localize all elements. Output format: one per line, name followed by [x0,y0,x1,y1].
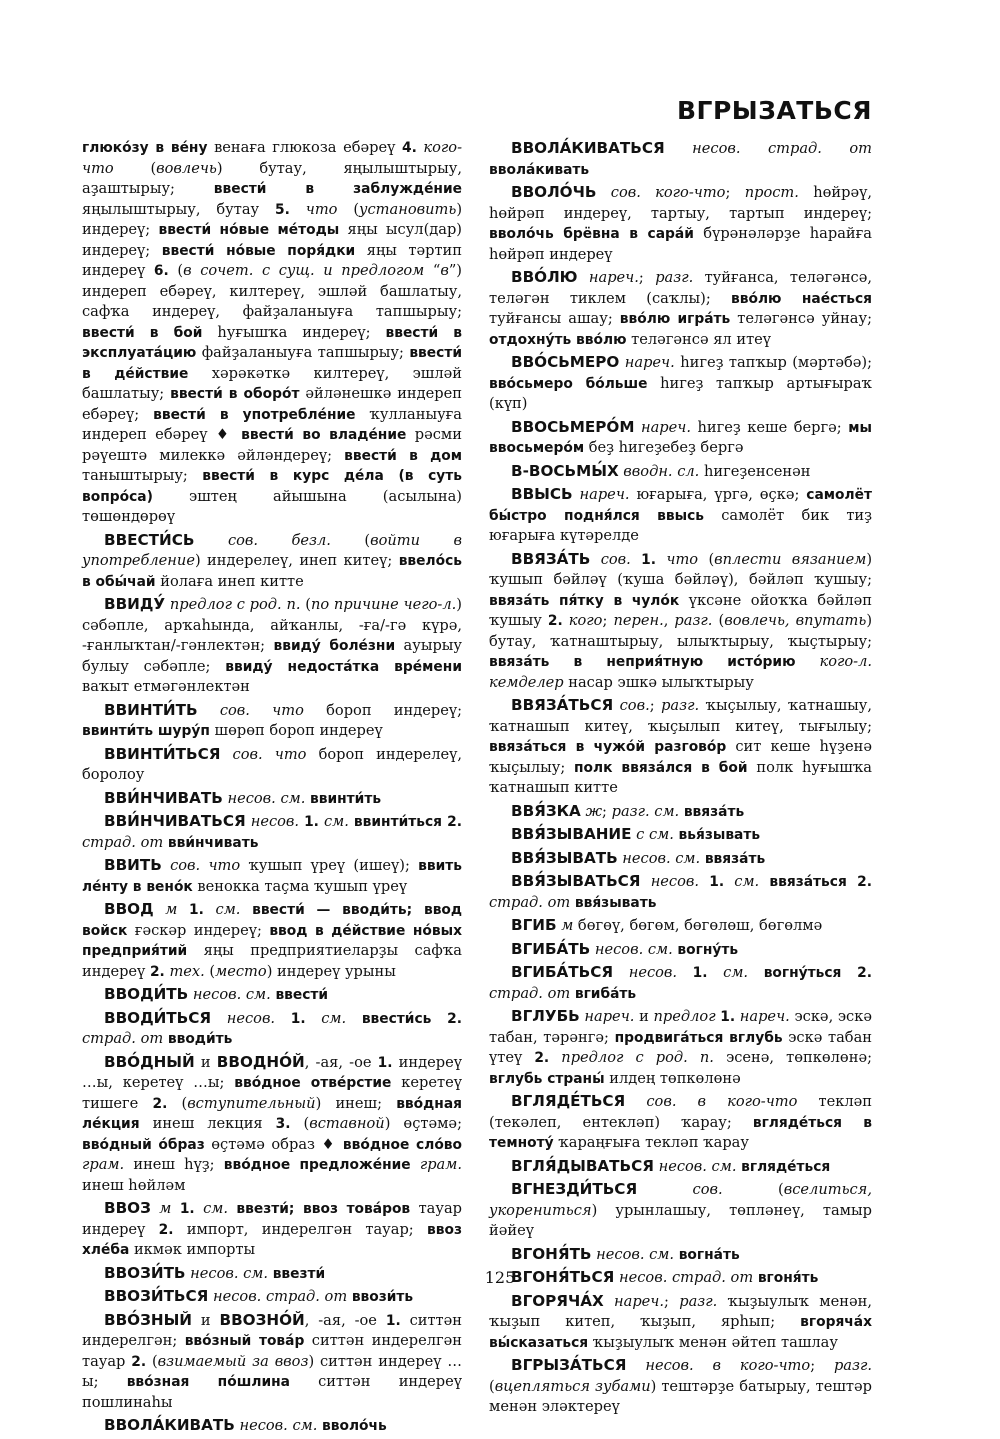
page-number: 125 [484,1268,516,1287]
dictionary-entry: ВВИДУ́ предлог с род. п. (по причине чего-л.) сәбәпле, арҡаһында, айҡанлы, -ға/-гә күрә, -ғанлыҡтан/-гәнлектән; ввиду́ боле́зни ауырыу булыу сәбәпле; ввиду́ недоста́тка вре́мени ваҡыт етмәгәнлектән [82,595,462,695]
dictionary-entry: ВВИ́НЧИВАТЬ несов. см. ввинти́ть [104,788,382,807]
dictionary-entry: ВВОДИ́ТЬСЯ несов. 1. см. ввести́сь 2. страд. от вводи́ть [82,1008,463,1047]
dictionary-entry: ВВЯ́ЗЫВАНИЕ с см. вья́зывать [511,825,761,843]
dictionary-entry: ВВОЗИ́ТЬСЯ несов. страд. от ввози́ть [104,1287,414,1305]
dictionary-entry: ВВОЛА́КИВАТЬ несов. см. вволо́чь [104,1416,387,1434]
dictionary-entry: глюко́зу в ве́ну венаға глюкоза ебәреү 4. кого-что (вовлечь) бутау, яңылыштырыу, аҙаштырыу; ввести́ в заблужде́ние яңылыштырыу, бутау 5. что (установить) индереү; ввести́ но́вые ме́тоды яңы ысул(дар) индереү; ввести́ но́вые поря́дки яңы тәртип индереү 6. (в сочет. с сущ. и предлогом “в”) индереп ебәреү, килтереү, эшләй башлатыу, сафҡа индереү, файҙаланыуға тапшырыу; ввести́ в бой һуғышҡа индереү; ввести́ в эксплуата́цию файҙаланыуға тапшырыу; ввести́ в де́йствие хәрәкәткә килтереү, эшләй башлатыу; ввести́ в оборо́т әйләнешкә индереп ебәреү; ввести́ в употребле́ние ҡулланыуға индереп ебәреү ♦ ввести́ во владе́ние рәсми рәүештә милеккә әйләндереү; ввести́ в дом таныштырыу; ввести́ в курс де́ла (в суть вопро́са) эштең айышына (асылына) төшөндөрөү [82,139,463,525]
dictionary-entry: ВВО́ДНЫЙ и ВВОДНО́Й, -ая, -ое 1. индереү …ы, керетеү …ы; вво́дное отве́рстие керетеү тишеге 2. (вступительный) инеш; вво́дная ле́кция инеш лекция 3. (вставной) өҫтәмә; вво́дный о́браз өҫтәмә образ ♦ вво́дное сло́во грам. инеш һүҙ; вво́дное предложе́ние грам. инеш һөйләм [82,1052,463,1194]
dictionary-entry: ВВИТЬ сов. что ҡушып үреү (ишеү); ввить ле́нту в вено́к венокка таҫма ҡушып үреү [82,856,463,895]
dictionary-entry: ВГЛЯ́ДЫВАТЬСЯ несов. см. вгляде́ться [511,1156,831,1175]
dictionary-entry: ВГРЫЗА́ТЬСЯ несов. в кого-что; разг. (вцепляться зубами) тештәрҙе батырыу, тештәр менән эләктереү [489,1356,872,1415]
dictionary-entry: ВГИБА́ТЬСЯ несов. 1. см. вогну́ться 2. страд. от вгиба́ть [489,963,873,1002]
dictionary-entry: ВВИ́НЧИВАТЬСЯ несов. 1. см. ввинти́ться 2. страд. от вви́нчивать [82,812,463,851]
dictionary-entry: ВВОД м 1. см. ввести́ — вводи́ть; ввод войск ғәскәр индереү; ввод в де́йствие но́вых предприя́тий яңы предприятиеларҙы сафҡа индереү 2. тех. (место) индереү урыны [82,900,463,980]
dictionary-entry: ВВЯЗА́ТЬСЯ сов.; разг. ҡыҫылыу, ҡатнашыу, ҡатнашып китеү, ҡыҫылып китеү, тығылыу; ввяза́ться в чужо́й разгово́р сит кеше һүҙенә ҡыҫылыу; полк ввяза́лся в бой полк һуғышҡа ҡатнашып китте [489,696,873,796]
dictionary-entry: ВВИНТИ́ТЬ сов. что бороп индереү; ввинти́ть шуру́п шөрөп бороп индереү [82,700,463,739]
dictionary-entry: ВВО́ЛЮ нареч.; разг. туйғанса, теләгәнсә, теләгән тиклем (саҡлы); вво́лю нае́сться туйғансы ашау; вво́лю игра́ть теләгәнсә уйнау; отдохну́ть вво́лю теләгәнсә ял итеү [489,268,873,348]
dictionary-entry: ВВОСЬМЕРО́М нареч. һигеҙ кеше бергә; мы ввосьмеро́м беҙ һигеҙебеҙ бергә [489,417,872,456]
dictionary-entry: ВГОРЯЧА́Х нареч.; разг. ҡыҙыулыҡ менән, ҡыҙып китеп, ҡыҙып, ярһып; вгоряча́х вы́сказаться ҡыҙыулыҡ менән әйтеп ташлау [489,1291,872,1351]
dictionary-entry: ВВОЛА́КИВАТЬСЯ несов. страд. от ввола́кивать [489,139,873,178]
dictionary-entry: ВВО́СЬМЕРО нареч. һигеҙ тапҡыр (мәртәбә); вво́сьмеро бо́льше һигеҙ тапҡыр артығыраҡ (күп) [489,353,873,412]
dictionary-entry: ВВОДИ́ТЬ несов. см. ввести́ [104,985,329,1003]
dictionary-entry: ВГНЕЗДИ́ТЬСЯ сов. (вселиться, укорениться) урынлашыу, төпләнеү, тамыр йәйеү [489,1180,872,1239]
dictionary-entry: ВВЯ́ЗКА ж; разг. см. ввяза́ть [511,801,745,820]
dictionary-entry: ВГИБА́ТЬ несов. см. вогну́ть [511,939,739,958]
dictionary-entry: ВВИНТИ́ТЬСЯ сов. что бороп индерелеү, боролоу [82,744,462,783]
left-column [82,138,462,1439]
dictionary-entry: ВВЯЗА́ТЬ сов. 1. что (вплести вязанием) ҡушып бәйләү (ҡуша бәйләү), бәйләп ҡушыу; ввяза́ть пя́тку в чуло́к үксәне ойоҡҡа бәйләп ҡушыу 2. кого; перен., разг. (вовлечь, впутать) бутау, ҡатнаштырыу, ылыҡтырыу, ҡыҫтырыу; ввяза́ть в неприя́тную исто́рию кого-л. кемделер насар эшкә ылыҡтырыу [489,549,873,691]
dictionary-entry: ВВЯ́ЗЫВАТЬ несов. см. ввяза́ть [511,848,766,867]
running-head: ВГРЫЗАТЬСЯ [676,96,872,125]
dictionary-entry: ВГИБ м бөгөү, бөгөм, бөгөлөш, бөгөлмә [511,916,823,934]
dictionary-entry: ВГЛУБЬ нареч. и предлог 1. нареч. эскә, эскә табан, тәрәнгә; продвига́ться вглубь эскә табан үтеү 2. предлог с род. п. эсенә, төпкөлөнә; вглубь страны́ илдең төпкөлөнә [489,1007,873,1087]
dictionary-entry: ВВЯ́ЗЫВАТЬСЯ несов. 1. см. ввяза́ться 2. страд. от ввя́зывать [489,872,873,911]
right-column [489,138,872,1420]
dictionary-entry: ВГОНЯ́ТЬСЯ несов. страд. от вгоня́ть [511,1268,819,1286]
dictionary-entry: ВВЕСТИ́СЬ сов. безл. (войти в употребление) индерелеү, инеп китеү; ввело́сь в обы́чай йолаға инеп китте [82,530,462,590]
dictionary-entry: ВВО́ЗНЫЙ и ВВОЗНО́Й, -ая, -ое 1. ситтән индерелгән; вво́зный това́р ситтән индерелгән тауар 2. (взимаемый за ввоз) ситтән индереү …ы; вво́зная по́шлина ситтән индереү пошлинаһы [82,1310,462,1411]
dictionary-entry: ВВОЗИ́ТЬ несов. см. ввезти́ [104,1263,326,1282]
dictionary-entry: ВВЫСЬ нареч. юғарыға, үргә, өҫкә; самолёт бы́стро подня́лся ввысь самолёт бик тиҙ юғарыға күтәрелде [489,485,872,544]
dictionary-entry: ВВОЛО́ЧЬ сов. кого-что; прост. һөйрәү, һөйрәп индереү, тартыу, тартып индереү; вволо́чь брёвна в сара́й бүрәнәләрҙе һарайға һөйрәп индереү [489,183,873,263]
dictionary-entry: ВГЛЯДЕ́ТЬСЯ сов. в кого-что текләп (текәлеп, ентекләп) ҡарау; вгляде́ться в темноту́ ҡараңғыға текләп ҡарау [489,1092,872,1151]
dictionary-entry: ВГОНЯ́ТЬ несов. см. вогна́ть [511,1244,740,1263]
dictionary-entry: ВВОЗ м 1. см. ввезти́; ввоз това́ров тауар индереү 2. импорт, индерелгән тауар; ввоз хле́ба икмәк импорты [82,1199,462,1258]
dictionary-entry: В-ВОСЬМЫ́Х вводн. сл. һигеҙенсенән [511,461,811,480]
